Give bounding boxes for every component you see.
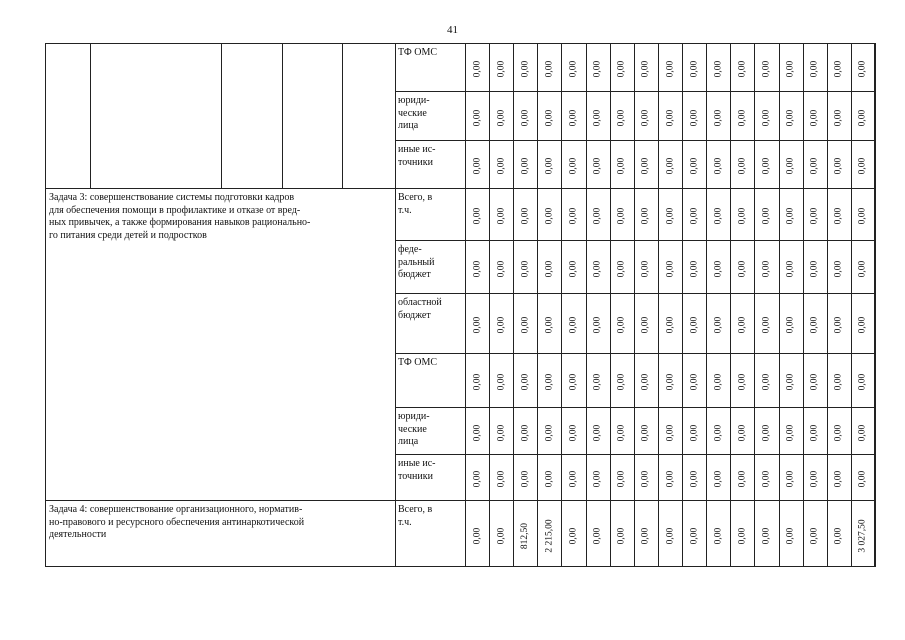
value-cell: 0,00 xyxy=(761,260,772,277)
value-cell: 0,00 xyxy=(495,424,506,441)
value-cell: 0,00 xyxy=(809,527,820,544)
funding-source-label: феде- ральный бюджет xyxy=(398,244,435,280)
value-cell: 2 215,00 xyxy=(544,518,555,553)
value-cell: 0,00 xyxy=(857,373,868,391)
value-cell: 0,00 xyxy=(737,373,748,391)
value-column-divider xyxy=(779,43,780,567)
value-cell: 0,00 xyxy=(640,424,651,441)
value-cell: 0,00 xyxy=(809,470,820,488)
funding-source-label: иные ис- точники xyxy=(398,144,436,168)
value-cell: 0,00 xyxy=(471,470,482,488)
value-cell: 0,00 xyxy=(640,157,651,175)
value-cell: 0,00 xyxy=(664,60,675,78)
table-border-bottom xyxy=(45,566,875,567)
value-cell: 0,00 xyxy=(785,373,796,391)
empty-task-column-divider xyxy=(221,43,222,188)
budget-table xyxy=(45,43,875,567)
value-cell: 0,00 xyxy=(544,470,555,488)
value-column-divider xyxy=(489,43,490,567)
value-cell: 0,00 xyxy=(471,260,482,277)
task-description: Задача 4: совершенствование организационного, норматив- но-правового и ресурсного обеспечения антинаркотической деятельности xyxy=(49,504,305,540)
value-cell: 0,00 xyxy=(544,260,555,277)
value-cell: 0,00 xyxy=(616,316,627,334)
value-cell: 0,00 xyxy=(640,60,651,78)
value-cell: 0,00 xyxy=(688,109,699,126)
value-cell: 0,00 xyxy=(761,316,772,334)
row-divider xyxy=(395,91,875,92)
value-cell: 0,00 xyxy=(785,527,796,544)
row-divider xyxy=(395,140,875,141)
value-cell: 0,00 xyxy=(809,109,820,126)
value-cell: 0,00 xyxy=(616,470,627,488)
value-cell: 0,00 xyxy=(833,109,844,126)
value-cell: 0,00 xyxy=(520,260,531,277)
value-cell: 0,00 xyxy=(495,157,506,175)
value-cell: 0,00 xyxy=(857,470,868,488)
value-column-divider xyxy=(561,43,562,567)
value-cell: 0,00 xyxy=(761,207,772,225)
funding-source-label: областной бюджет xyxy=(398,297,442,321)
value-cell: 0,00 xyxy=(568,424,579,441)
value-cell: 0,00 xyxy=(833,527,844,544)
value-cell: 0,00 xyxy=(857,316,868,334)
value-cell: 0,00 xyxy=(713,527,724,544)
value-cell: 0,00 xyxy=(833,373,844,391)
value-cell: 0,00 xyxy=(688,207,699,225)
value-cell: 0,00 xyxy=(640,470,651,488)
value-cell: 0,00 xyxy=(713,424,724,441)
empty-task-column-divider xyxy=(90,43,91,188)
value-cell: 0,00 xyxy=(520,316,531,334)
value-cell: 0,00 xyxy=(761,373,772,391)
value-column-divider xyxy=(682,43,683,567)
value-cell: 0,00 xyxy=(616,60,627,78)
value-cell: 0,00 xyxy=(809,207,820,225)
value-cell: 0,00 xyxy=(664,157,675,175)
value-cell: 0,00 xyxy=(640,373,651,391)
value-cell: 0,00 xyxy=(471,316,482,334)
value-cell: 0,00 xyxy=(592,207,603,225)
value-cell: 0,00 xyxy=(495,207,506,225)
row-divider xyxy=(395,454,875,455)
value-cell: 0,00 xyxy=(471,207,482,225)
page-number: 41 xyxy=(447,24,458,36)
value-cell: 0,00 xyxy=(785,316,796,334)
value-column-divider xyxy=(875,43,876,567)
value-cell: 0,00 xyxy=(568,157,579,175)
value-cell: 0,00 xyxy=(592,60,603,78)
value-cell: 0,00 xyxy=(713,60,724,78)
value-cell: 0,00 xyxy=(495,316,506,334)
value-column-divider xyxy=(634,43,635,567)
value-cell: 0,00 xyxy=(471,424,482,441)
value-cell: 0,00 xyxy=(568,260,579,277)
funding-source-label: Всего, в т.ч. xyxy=(398,504,433,528)
value-cell: 0,00 xyxy=(592,109,603,126)
value-cell: 0,00 xyxy=(640,109,651,126)
value-cell: 0,00 xyxy=(833,207,844,225)
value-cell: 0,00 xyxy=(664,527,675,544)
value-cell: 0,00 xyxy=(616,373,627,391)
value-cell: 0,00 xyxy=(761,157,772,175)
value-cell: 0,00 xyxy=(616,424,627,441)
value-cell: 0,00 xyxy=(785,157,796,175)
funding-source-label: ТФ ОМС xyxy=(398,47,438,58)
section-divider xyxy=(45,500,875,501)
value-cell: 0,00 xyxy=(857,207,868,225)
value-cell: 0,00 xyxy=(713,260,724,277)
value-cell: 0,00 xyxy=(664,424,675,441)
value-cell: 0,00 xyxy=(471,527,482,544)
value-cell: 0,00 xyxy=(592,424,603,441)
value-cell: 0,00 xyxy=(520,424,531,441)
value-cell: 0,00 xyxy=(857,260,868,277)
value-cell: 0,00 xyxy=(664,260,675,277)
value-cell: 0,00 xyxy=(640,316,651,334)
value-cell: 0,00 xyxy=(785,207,796,225)
value-cell: 0,00 xyxy=(857,109,868,126)
value-cell: 0,00 xyxy=(520,373,531,391)
row-divider xyxy=(395,293,875,294)
value-cell: 0,00 xyxy=(520,109,531,126)
value-cell: 812,50 xyxy=(520,522,531,549)
funding-source-label: Всего, в т.ч. xyxy=(398,192,433,216)
value-cell: 0,00 xyxy=(544,60,555,78)
value-cell: 0,00 xyxy=(737,109,748,126)
value-cell: 3 027,50 xyxy=(858,518,869,553)
value-cell: 0,00 xyxy=(471,373,482,391)
value-cell: 0,00 xyxy=(713,316,724,334)
value-cell: 0,00 xyxy=(761,109,772,126)
value-cell: 0,00 xyxy=(688,157,699,175)
value-cell: 0,00 xyxy=(664,470,675,488)
value-cell: 0,00 xyxy=(785,60,796,78)
value-cell: 0,00 xyxy=(568,109,579,126)
value-cell: 0,00 xyxy=(495,260,506,277)
value-cell: 0,00 xyxy=(688,527,699,544)
value-cell: 0,00 xyxy=(737,470,748,488)
value-column-divider xyxy=(827,43,828,567)
value-cell: 0,00 xyxy=(544,109,555,126)
value-cell: 0,00 xyxy=(688,470,699,488)
value-column-divider xyxy=(586,43,587,567)
value-cell: 0,00 xyxy=(761,424,772,441)
section-divider xyxy=(45,188,875,189)
value-column-divider xyxy=(537,43,538,567)
value-cell: 0,00 xyxy=(616,109,627,126)
value-cell: 0,00 xyxy=(592,470,603,488)
value-cell: 0,00 xyxy=(664,109,675,126)
value-column-divider xyxy=(851,43,852,567)
value-cell: 0,00 xyxy=(664,316,675,334)
value-cell: 0,00 xyxy=(640,207,651,225)
value-cell: 0,00 xyxy=(568,60,579,78)
value-cell: 0,00 xyxy=(833,316,844,334)
value-cell: 0,00 xyxy=(544,207,555,225)
funding-source-label: ТФ ОМС xyxy=(398,357,438,368)
value-cell: 0,00 xyxy=(520,60,531,78)
value-cell: 0,00 xyxy=(737,316,748,334)
value-cell: 0,00 xyxy=(544,424,555,441)
value-cell: 0,00 xyxy=(737,260,748,277)
value-column-divider xyxy=(706,43,707,567)
value-cell: 0,00 xyxy=(809,260,820,277)
value-cell: 0,00 xyxy=(833,260,844,277)
value-cell: 0,00 xyxy=(737,207,748,225)
value-cell: 0,00 xyxy=(568,470,579,488)
value-cell: 0,00 xyxy=(737,424,748,441)
value-cell: 0,00 xyxy=(664,207,675,225)
value-cell: 0,00 xyxy=(857,60,868,78)
row-divider xyxy=(395,353,875,354)
value-cell: 0,00 xyxy=(785,109,796,126)
value-cell: 0,00 xyxy=(761,527,772,544)
value-cell: 0,00 xyxy=(520,470,531,488)
value-cell: 0,00 xyxy=(640,260,651,277)
value-cell: 0,00 xyxy=(785,424,796,441)
value-column-divider xyxy=(803,43,804,567)
value-cell: 0,00 xyxy=(592,527,603,544)
value-cell: 0,00 xyxy=(592,373,603,391)
value-cell: 0,00 xyxy=(737,157,748,175)
value-cell: 0,00 xyxy=(833,424,844,441)
value-cell: 0,00 xyxy=(664,373,675,391)
value-cell: 0,00 xyxy=(544,316,555,334)
value-cell: 0,00 xyxy=(688,424,699,441)
value-cell: 0,00 xyxy=(520,157,531,175)
value-cell: 0,00 xyxy=(544,157,555,175)
value-cell: 0,00 xyxy=(833,60,844,78)
value-cell: 0,00 xyxy=(568,373,579,391)
value-cell: 0,00 xyxy=(520,207,531,225)
value-cell: 0,00 xyxy=(471,60,482,78)
value-cell: 0,00 xyxy=(809,316,820,334)
value-cell: 0,00 xyxy=(495,470,506,488)
value-cell: 0,00 xyxy=(857,424,868,441)
value-cell: 0,00 xyxy=(761,60,772,78)
value-cell: 0,00 xyxy=(785,470,796,488)
value-cell: 0,00 xyxy=(761,470,772,488)
value-cell: 0,00 xyxy=(616,527,627,544)
value-cell: 0,00 xyxy=(713,157,724,175)
value-cell: 0,00 xyxy=(471,109,482,126)
value-cell: 0,00 xyxy=(713,470,724,488)
value-cell: 0,00 xyxy=(592,260,603,277)
value-cell: 0,00 xyxy=(592,316,603,334)
value-cell: 0,00 xyxy=(568,207,579,225)
table-border-top xyxy=(45,43,875,44)
value-cell: 0,00 xyxy=(568,316,579,334)
value-cell: 0,00 xyxy=(857,157,868,175)
table-border-left xyxy=(45,43,46,567)
value-cell: 0,00 xyxy=(495,109,506,126)
value-cell: 0,00 xyxy=(737,527,748,544)
value-cell: 0,00 xyxy=(809,424,820,441)
value-cell: 0,00 xyxy=(833,157,844,175)
value-cell: 0,00 xyxy=(471,157,482,175)
value-column-divider xyxy=(730,43,731,567)
value-cell: 0,00 xyxy=(640,527,651,544)
value-cell: 0,00 xyxy=(809,157,820,175)
value-column-divider xyxy=(754,43,755,567)
value-cell: 0,00 xyxy=(785,260,796,277)
value-cell: 0,00 xyxy=(737,60,748,78)
value-cell: 0,00 xyxy=(616,260,627,277)
value-cell: 0,00 xyxy=(688,260,699,277)
value-cell: 0,00 xyxy=(809,60,820,78)
funding-source-label: юриди- ческие лица xyxy=(398,411,430,447)
empty-task-column-divider xyxy=(342,43,343,188)
value-column-divider xyxy=(513,43,514,567)
value-cell: 0,00 xyxy=(495,373,506,391)
task-description: Задача 3: совершенствование системы подготовки кадров для обеспечения помощи в профилактике и отказе от вред- ных привычек, а также формирования навыков рационально- го питания среди детей и подростков xyxy=(49,192,311,241)
row-divider xyxy=(395,240,875,241)
value-cell: 0,00 xyxy=(568,527,579,544)
value-cell: 0,00 xyxy=(688,373,699,391)
source-column-divider xyxy=(395,43,396,567)
value-cell: 0,00 xyxy=(592,157,603,175)
value-column-divider xyxy=(465,43,466,567)
value-cell: 0,00 xyxy=(688,60,699,78)
funding-source-label: юриди- ческие лица xyxy=(398,95,430,131)
value-cell: 0,00 xyxy=(495,60,506,78)
value-column-divider xyxy=(610,43,611,567)
value-cell: 0,00 xyxy=(713,207,724,225)
value-cell: 0,00 xyxy=(713,373,724,391)
value-cell: 0,00 xyxy=(833,470,844,488)
value-cell: 0,00 xyxy=(688,316,699,334)
value-cell: 0,00 xyxy=(616,207,627,225)
row-divider xyxy=(395,407,875,408)
value-cell: 0,00 xyxy=(713,109,724,126)
funding-source-label: иные ис- точники xyxy=(398,458,436,482)
value-cell: 0,00 xyxy=(495,527,506,544)
value-column-divider xyxy=(658,43,659,567)
value-cell: 0,00 xyxy=(809,373,820,391)
empty-task-column-divider xyxy=(282,43,283,188)
value-cell: 0,00 xyxy=(544,373,555,391)
value-cell: 0,00 xyxy=(616,157,627,175)
